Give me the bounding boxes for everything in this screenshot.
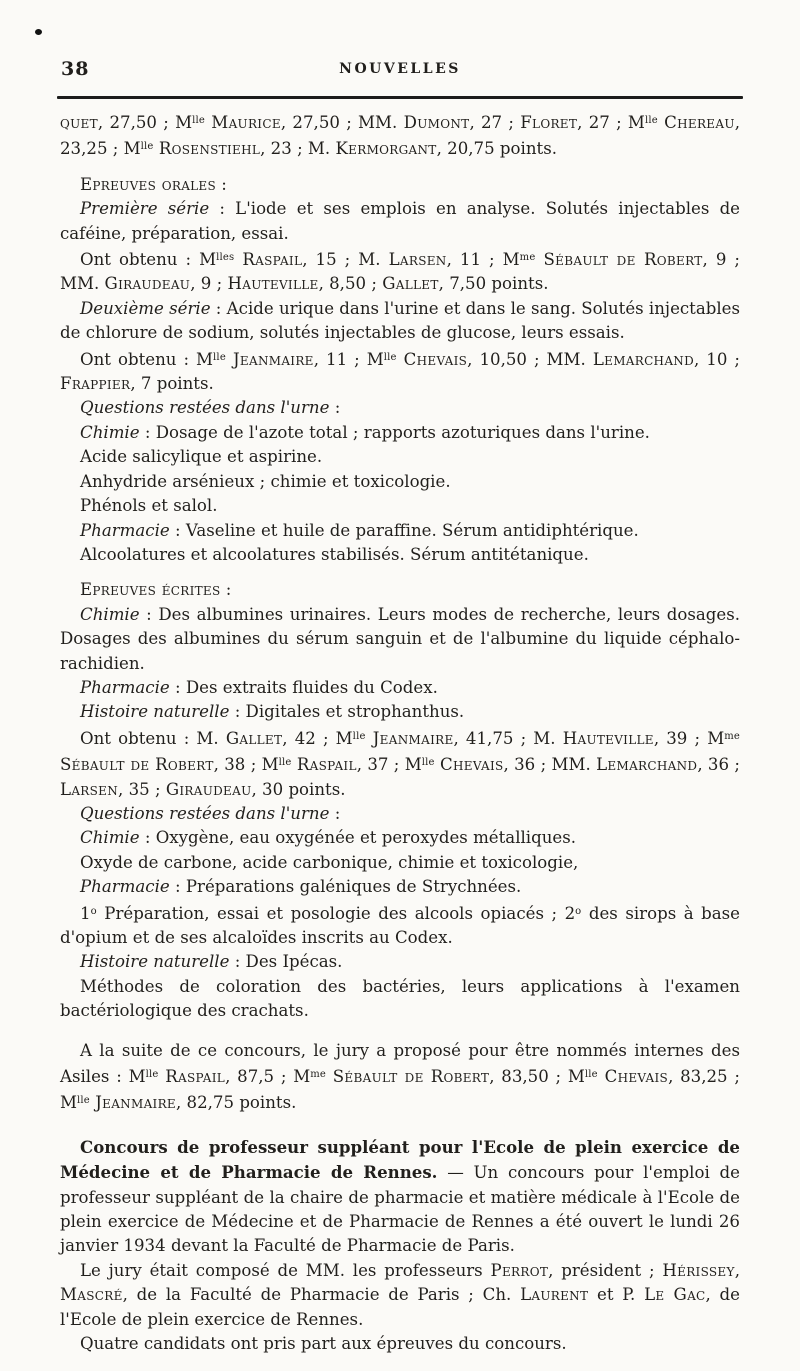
ligne-phenols: Phénols et salol. bbox=[80, 496, 218, 516]
resultats-ecrites: Ont obtenu : M. Gallet, 42 ; $M^{lle}$ Jeanmaire, 41,75 ; M. Hauteville, 39 ; $M^{me}$ Sébault de Robert, 38 ; $M^{lle}$ Raspail, 37 ; $M^{lle}$ Chevais, 36 ; MM. Lemarchand, 36 ; Larsen, 35 ; Giraudeau, 30 points. bbox=[60, 728, 741, 799]
ligne-oxyde-carbone: Oxyde de carbone, acide carbonique, chimie et toxicologie, bbox=[80, 852, 579, 872]
header-rule bbox=[57, 96, 743, 99]
histoire-naturelle-ecrites: Histoire naturelle : Digitales et strophanthus. bbox=[80, 702, 465, 722]
chimie-urne-1: Chimie : Dosage de l'azote total ; rapports azoturiques dans l'urine. bbox=[80, 422, 650, 442]
ink-dot bbox=[35, 29, 42, 35]
chimie-urne-2: Chimie : Oxygène, eau oxygénée et peroxydes métalliques. bbox=[80, 828, 577, 848]
section-epreuves-ecrites: Epreuves écrites : bbox=[80, 580, 232, 600]
composition-jury: Le jury était composé de MM. les professeurs Perrot, président ; Hérissey, Mascré, de la Faculté de Pharmacie de Paris ; Ch. Laurent et P. Le Gac, de l'Ecole de plein exercice de Rennes. bbox=[60, 1260, 740, 1329]
ligne-anhydride: Anhydride arsénieux ; chimie et toxicologie. bbox=[80, 471, 451, 491]
ligne-preparation-opiaces: 1$^o$ Préparation, essai et posologie des alcools opiacés ; 2$^o$ des sirops à base d'opium et de ses alcaloïdes inscrits au Codex. bbox=[60, 903, 740, 947]
ligne-acide-salicylique: Acide salicylique et aspirine. bbox=[80, 447, 323, 467]
ligne-quatre-candidats: Quatre candidats ont pris part aux épreuves du concours. bbox=[80, 1334, 567, 1354]
page-number: 38 bbox=[61, 58, 90, 80]
content bbox=[60, 109, 740, 1357]
resultats-deuxieme-serie: Ont obtenu : $M^{lle}$ Jeanmaire, 11 ; $M^{lle}$ Chevais, 10,50 ; MM. Lemarchand, 10 ; Frappier, 7 points. bbox=[60, 349, 741, 394]
pharmacie-urne-2: Pharmacie : Préparations galéniques de Strychnées. bbox=[80, 877, 522, 897]
section-epreuves-orales: Epreuves orales : bbox=[80, 174, 227, 194]
pharmacie-urne-1: Pharmacie : Vaseline et huile de paraffine. Sérum antidiphtérique. bbox=[80, 520, 639, 540]
heading-concours-rennes: Concours de professeur suppléant pour l'Ecole de plein exercice de Médecine et de Pharmacie de Rennes. — Un concours pour l'emploi de professeur suppléant de la chaire de pharmacie et matière médicale à l'Ecole de plein exercice de Médecine et de Pharmacie de Rennes a été ouvert le lundi 26 janvier 1934 devant la Faculté de Pharmacie de Paris. bbox=[60, 1136, 740, 1256]
questions-urne-1: Questions restées dans l'urne : bbox=[80, 398, 341, 418]
ligne-methodes-coloration: Méthodes de coloration des bactéries, leurs applications à l'examen bactériologique des crachats. bbox=[60, 976, 740, 1021]
questions-urne-2: Questions restées dans l'urne : bbox=[80, 803, 341, 823]
premiere-serie: Première série : L'iode et ses emplois en analyse. Solutés injectables de caféine, préparation, essai. bbox=[60, 199, 741, 243]
chimie-ecrites: Chimie : Des albumines urinaires. Leurs modes de recherche, leurs dosages. Dosages des albumines du sérum sanguin et de l'albumine du liquide céphalo-rachidien. bbox=[60, 604, 740, 673]
running-title: NOUVELLES bbox=[339, 61, 461, 77]
deuxieme-serie: Deuxième série : Acide urique dans l'urine et dans le sang. Solutés injectables de chlorure de sodium, solutés injectables de glucose, leurs essais. bbox=[60, 298, 741, 343]
histoire-naturelle-urne: Histoire naturelle : Des Ipécas. bbox=[80, 952, 343, 972]
results-continuation: quet, 27,50 ; $M^{lle}$ Maurice, 27,50 ; MM. Dumont, 27 ; Floret, 27 ; $M^{lle}$ Chereau, 23,25 ; $M^{lle}$ Rosenstiehl, 23 ; M. Kermorgant, 20,75 points. bbox=[60, 113, 741, 159]
pharmacie-ecrites: Pharmacie : Des extraits fluides du Codex. bbox=[80, 677, 438, 697]
resultats-premiere-serie: Ont obtenu : $M^{lles}$ Raspail, 15 ; M. Larsen, 11 ; $M^{me}$ Sébault de Robert, 9 ; MM. Giraudeau, 9 ; Hauteville, 8,50 ; Gallet, 7,50 points. bbox=[60, 250, 740, 294]
resultat-internes-asiles: A la suite de ce concours, le jury a proposé pour être nommés internes des Asiles : $M^{lle}$ Raspail, 87,5 ; $M^{me}$ Sébault de Robert, 83,50 ; $M^{lle}$ Chevais, 83,25 ; $M^{lle}$ Jeanmaire, 82,75 points. bbox=[60, 1040, 740, 1113]
ligne-alcoolatures: Alcoolatures et alcoolatures stabilisés. Sérum antitétanique. bbox=[80, 544, 589, 564]
